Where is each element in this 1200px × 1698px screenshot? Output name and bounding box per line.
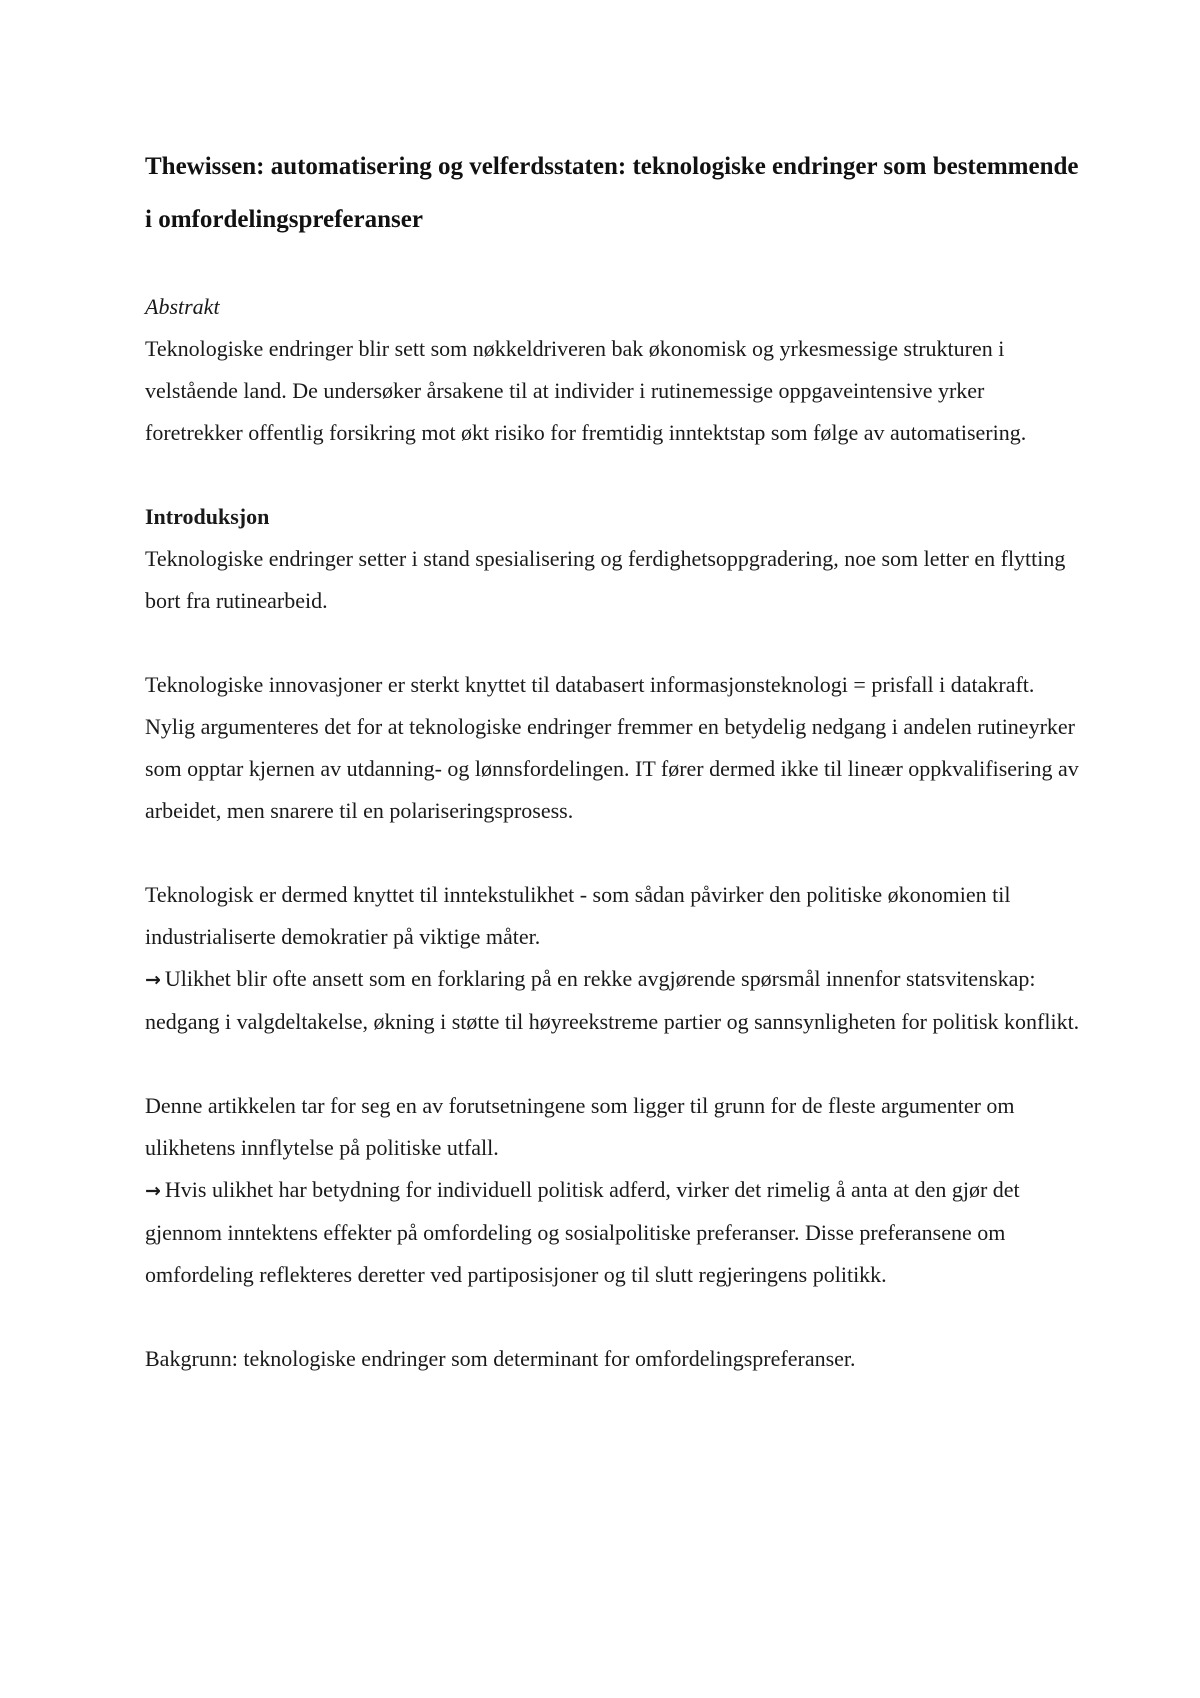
- abstract-label: Abstrakt: [145, 294, 220, 319]
- intro-paragraph-3: Teknologisk er dermed knyttet til inntekstulikhet - som sådan påvirker den politiske økonomien til industrialiserte demokratier på viktige måter.: [145, 882, 1011, 949]
- spacer: [145, 1043, 1080, 1085]
- arrow-point-text: Ulikhet blir ofte ansett som en forklaring på en rekke avgjørende spørsmål innenfor statsvitenskap: nedgang i valgdeltakelse, økning i støtte til høyreekstreme partier og sannsynligheten for politisk konflikt.: [145, 966, 1080, 1034]
- arrow-point-text: Hvis ulikhet har betydning for individuell politisk adferd, virker det rimelig å anta at den gjør det gjennom inntektens effekter på omfordeling og sosialpolitiske preferanser. Disse preferansene om omfordeling reflekteres deretter ved partiposisjoner og til slutt regjeringens politikk.: [145, 1177, 1020, 1287]
- arrow-icon: →: [145, 969, 161, 991]
- intro-paragraph-2: Teknologiske innovasjoner er sterkt knyttet til databasert informasjonsteknologi = prisfall i datakraft. Nylig argumenteres det for at teknologiske endringer fremmer en betydelig nedgang i andelen rutineyrker som opptar kjernen av utdanning- og lønnsfordelingen. IT fører dermed ikke til lineær oppkvalifisering av arbeidet, men snarere til en polariseringsprosess.: [145, 672, 1079, 823]
- background-line: Bakgrunn: teknologiske endringer som determinant for omfordelingspreferanser.: [145, 1346, 856, 1371]
- arrow-icon: →: [145, 1180, 161, 1202]
- document-title: Thewissen: automatisering og velferdsstaten: teknologiske endringer som bestemmende i omfordelingspreferanser: [145, 153, 1079, 233]
- spacer: [145, 832, 1080, 874]
- document-page: [145, 140, 1080, 1380]
- intro-paragraph-1: Teknologiske endringer setter i stand spesialisering og ferdighetsoppgradering, noe som letter en flytting bort fra rutinearbeid.: [145, 546, 1066, 613]
- intro-paragraph-3-arrow-point: [145, 958, 1080, 1043]
- intro-paragraph-4-arrow-point: [145, 1169, 1080, 1296]
- spacer: [145, 622, 1080, 664]
- intro-paragraph-4: Denne artikkelen tar for seg en av forutsetningene som ligger til grunn for de fleste argumenter om ulikhetens innflytelse på politiske utfall.: [145, 1093, 1015, 1160]
- intro-heading: Introduksjon: [145, 504, 270, 529]
- spacer: [145, 1296, 1080, 1338]
- abstract-text: Teknologiske endringer blir sett som nøkkeldriveren bak økonomisk og yrkesmessige strukturen i velstående land. De undersøker årsakene til at individer i rutinemessige oppgaveintensive yrker foretrekker offentlig forsikring mot økt risiko for fremtidig inntektstap som følge av automatisering.: [145, 336, 1027, 445]
- spacer: [145, 454, 1080, 496]
